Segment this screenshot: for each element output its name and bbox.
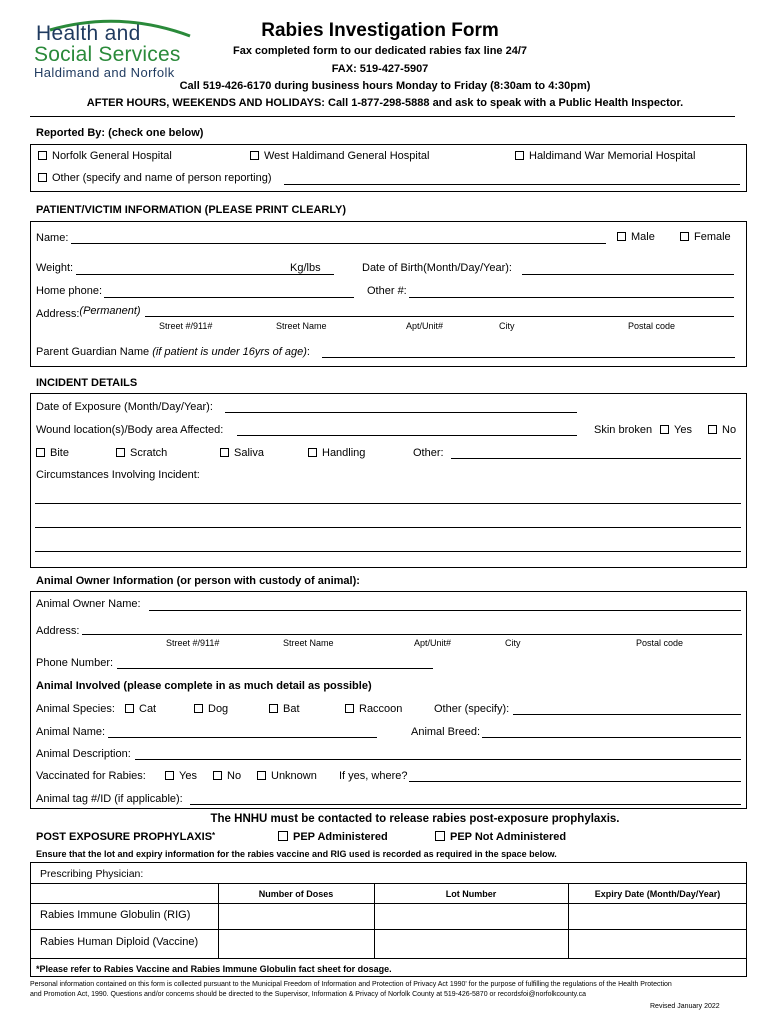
dob-field[interactable] [522,274,734,275]
prescribing-physician-label: Prescribing Physician: [40,868,144,880]
animal-tag-field[interactable] [190,804,741,805]
animal-name-field[interactable] [108,737,377,738]
other-number-label: Other #: [367,285,407,297]
pep-notice: The HNHU must be contacted to release rabies post-exposure prophylaxis. [210,813,620,825]
checkbox[interactable] [213,771,222,780]
species-bat[interactable] [269,703,300,715]
home-phone-field[interactable] [104,297,354,298]
other-number-field[interactable] [409,297,734,298]
checkbox[interactable] [660,425,669,434]
species-other-field[interactable] [513,714,741,715]
checkbox[interactable] [269,704,278,713]
vaccine-lot-cell[interactable] [375,930,567,958]
fax-number: FAX: 519-427-5907 [331,63,429,75]
owner-street-num-caption: Street #/911# [166,638,220,648]
checkbox[interactable] [125,704,134,713]
owner-name-field[interactable] [149,610,741,611]
pep-footnote: *Please refer to Rabies Vaccine and Rabies Immune Globulin fact sheet for dosage. [36,964,392,974]
checkbox[interactable] [345,704,354,713]
exposure-other-label: Other: [413,447,444,459]
male-option[interactable] [617,231,655,243]
species-cat-label: Cat [139,703,157,715]
circumstances-line-3[interactable] [35,551,741,552]
checkbox[interactable] [680,232,689,241]
home-phone-label: Home phone: [36,285,103,297]
wound-location-label: Wound location(s)/Body area Affected: [36,424,224,436]
logo-line2: Social Services [34,43,181,66]
reported-option-norfolk[interactable] [38,150,172,162]
vaccine-doses-cell[interactable] [219,930,373,958]
exposure-saliva[interactable] [220,447,264,459]
checkbox[interactable] [165,771,174,780]
logo-line1: Health and [36,22,141,45]
dob-label: Date of Birth(Month/Day/Year): [362,262,512,274]
animal-heading: Animal Involved (please complete in as much detail as possible) [36,680,372,692]
skin-broken-label: Skin broken [594,424,653,436]
guardian-field[interactable] [322,357,735,358]
row-rig-label: Rabies Immune Globulin (RIG) [40,909,191,921]
exposure-bite[interactable] [36,447,69,459]
species-dog[interactable] [194,703,228,715]
skin-broken-no[interactable] [708,424,736,436]
checkbox[interactable] [435,831,445,841]
exposure-saliva-label: Saliva [234,447,264,459]
checkbox[interactable] [38,173,47,182]
pep-row-divider-1 [30,883,747,884]
col-lot-number: Lot Number [445,889,497,899]
species-cat[interactable] [125,703,156,715]
patient-name-label: Name: [36,232,69,244]
owner-address-field[interactable] [82,634,742,635]
form-title: Rabies Investigation Form [261,20,499,41]
vaccinated-no[interactable] [213,770,241,782]
exposure-date-field[interactable] [225,412,577,413]
owner-street-name-caption: Street Name [283,638,334,648]
exposure-bite-label: Bite [50,447,69,459]
pep-not-administered-label: PEP Not Administered [450,831,567,843]
incident-heading: INCIDENT DETAILS [36,377,138,389]
privacy-note-line1: Personal information contained on this form is collected pursuant to the Municipal Freedom of Information and Protection of Privacy Act 1990' for the purpose of fulfilling the regulations of the Health Protection [30,981,672,988]
fax-line: Fax completed form to our dedicated rabies fax line 24/7 [232,45,528,57]
checkbox[interactable] [38,151,47,160]
if-yes-label: If yes, where? [339,770,408,782]
circumstances-line-2[interactable] [35,527,741,528]
col-expiry-date: Expiry Date (Month/Day/Year) [594,889,721,899]
reported-option-other-label: Other (specify and name of person reporting) [52,172,272,184]
checkbox[interactable] [515,151,524,160]
vaccinated-no-label: No [227,770,242,782]
addr-apt-caption: Apt/Unit# [406,321,444,331]
reported-option-west-haldimand[interactable] [250,150,429,162]
exposure-handling-label: Handling [322,447,366,459]
female-label: Female [694,231,731,243]
animal-name-label: Animal Name: [36,726,106,738]
checkbox[interactable] [220,448,229,457]
owner-apt-caption: Apt/Unit# [414,638,452,648]
guardian-note: (if patient is under 16yrs of age) [152,346,307,358]
guardian-label [36,346,310,358]
checkbox[interactable] [116,448,125,457]
checkbox[interactable] [308,448,317,457]
vaccinated-label: Vaccinated for Rabies: [36,770,146,782]
vaccinated-unknown-label: Unknown [271,770,317,782]
checkbox[interactable] [278,831,288,841]
owner-name-label: Animal Owner Name: [36,598,141,610]
skin-broken-no-label: No [722,424,737,436]
rig-lot-cell[interactable] [375,904,567,929]
vaccinated-yes-label: Yes [179,770,197,782]
male-label: Male [631,231,655,243]
weight-field[interactable] [76,274,334,275]
pep-heading-text: POST EXPOSURE PROPHYLAXIS [36,831,213,843]
addr-city-caption: City [499,321,515,331]
circumstances-line-1[interactable] [35,503,741,504]
owner-phone-field[interactable] [117,668,433,669]
privacy-note-line2: and Promotion Act, 1990. Questions and/or concerns should be directed to the Supervisor, Information & Privacy of Norfolk County at 519-426-5870 or recordsfoi@norfolkcounty.ca [30,991,587,998]
addr-street-name-caption: Street Name [276,321,327,331]
reported-heading: Reported By: (check one below) [36,127,204,139]
animal-breed-label: Animal Breed: [411,726,481,738]
weight-label: Weight: [36,262,74,274]
owner-address-label: Address: [36,625,80,637]
owner-city-caption: City [505,638,521,648]
address-text: Address: [36,308,80,320]
vaccinated-yes[interactable] [165,770,197,782]
revised-date: Revised January 2022 [650,1003,720,1010]
checkbox[interactable] [36,448,45,457]
animal-breed-field[interactable] [482,737,741,738]
if-yes-field[interactable] [409,781,741,782]
guardian-text: Parent Guardian Name [36,346,150,358]
checkbox[interactable] [257,771,266,780]
animal-tag-label: Animal tag #/ID (if applicable): [36,793,183,805]
owner-heading: Animal Owner Information (or person with custody of animal): [36,575,360,587]
checkbox[interactable] [617,232,626,241]
wound-location-field[interactable] [237,435,577,436]
rig-doses-cell[interactable] [219,904,373,929]
checkbox[interactable] [708,425,717,434]
reported-option-west-haldimand-label: West Haldimand General Hospital [264,150,430,162]
species-bat-label: Bat [283,703,300,715]
exposure-scratch-label: Scratch [130,447,168,459]
vaccine-expiry-cell[interactable] [569,930,746,958]
reported-option-norfolk-label: Norfolk General Hospital [52,150,172,162]
reported-option-haldimand-war[interactable] [515,150,695,162]
call-line: Call 519-426-6170 during business hours Monday to Friday (8:30am to 4:30pm) [179,80,591,92]
patient-heading: PATIENT/VICTIM INFORMATION (PLEASE PRINT CLEARLY) [36,204,347,216]
vaccinated-unknown[interactable] [257,770,317,782]
species-raccoon-label: Raccoon [359,703,403,715]
checkbox[interactable] [194,704,203,713]
after-hours-line: AFTER HOURS, WEEKENDS AND HOLIDAYS: Call 1-877-298-5888 and ask to speak with a Public Health Inspector. [86,97,684,109]
exposure-handling[interactable] [308,447,365,459]
circumstances-label: Circumstances Involving Incident: [36,469,200,481]
logo-line3: Haldimand and Norfolk [34,65,175,80]
reported-other-field[interactable] [284,184,740,185]
skin-broken-yes[interactable] [660,424,692,436]
exposure-scratch[interactable] [116,447,167,459]
rig-expiry-cell[interactable] [569,904,746,929]
guardian-colon: : [306,346,310,358]
pep-not-administered-option[interactable] [435,831,566,843]
species-dog-label: Dog [208,703,229,715]
address-label [36,305,141,320]
animal-species-label: Animal Species: [36,703,115,715]
species-raccoon[interactable] [345,703,402,715]
pep-heading [36,831,215,843]
patient-address-field[interactable] [145,316,734,317]
permanent-note: (Permanent) [79,305,141,317]
female-option[interactable] [680,231,731,243]
reported-option-haldimand-war-label: Haldimand War Memorial Hospital [529,150,696,162]
species-other-label: Other (specify): [434,703,510,715]
skin-broken-yes-label: Yes [674,424,692,436]
exposure-date-label: Date of Exposure (Month/Day/Year): [36,401,213,413]
pep-ensure-note: Ensure that the lot and expiry information for the rabies vaccine and RIG used is recorded as required in the space below. [36,849,557,859]
col-number-of-doses: Number of Doses [258,889,334,899]
pep-row-divider-4 [30,958,747,959]
reported-option-other[interactable] [38,172,272,184]
pep-administered-label: PEP Administered [293,831,388,843]
row-vaccine-label: Rabies Human Diploid (Vaccine) [40,936,199,948]
owner-postal-caption: Postal code [636,638,684,648]
pep-asterisk: * [212,831,216,840]
patient-name-field[interactable] [71,243,606,244]
addr-street-num-caption: Street #/911# [159,321,213,331]
kglbs-label: Kg/lbs [290,262,321,274]
animal-description-field[interactable] [135,759,741,760]
owner-phone-label: Phone Number: [36,657,114,669]
exposure-other-field[interactable] [451,458,741,459]
checkbox[interactable] [250,151,259,160]
addr-postal-caption: Postal code [628,321,676,331]
animal-description-label: Animal Description: [36,748,131,760]
pep-administered-option[interactable] [278,831,388,843]
logo [30,14,200,84]
header-divider [30,116,735,117]
